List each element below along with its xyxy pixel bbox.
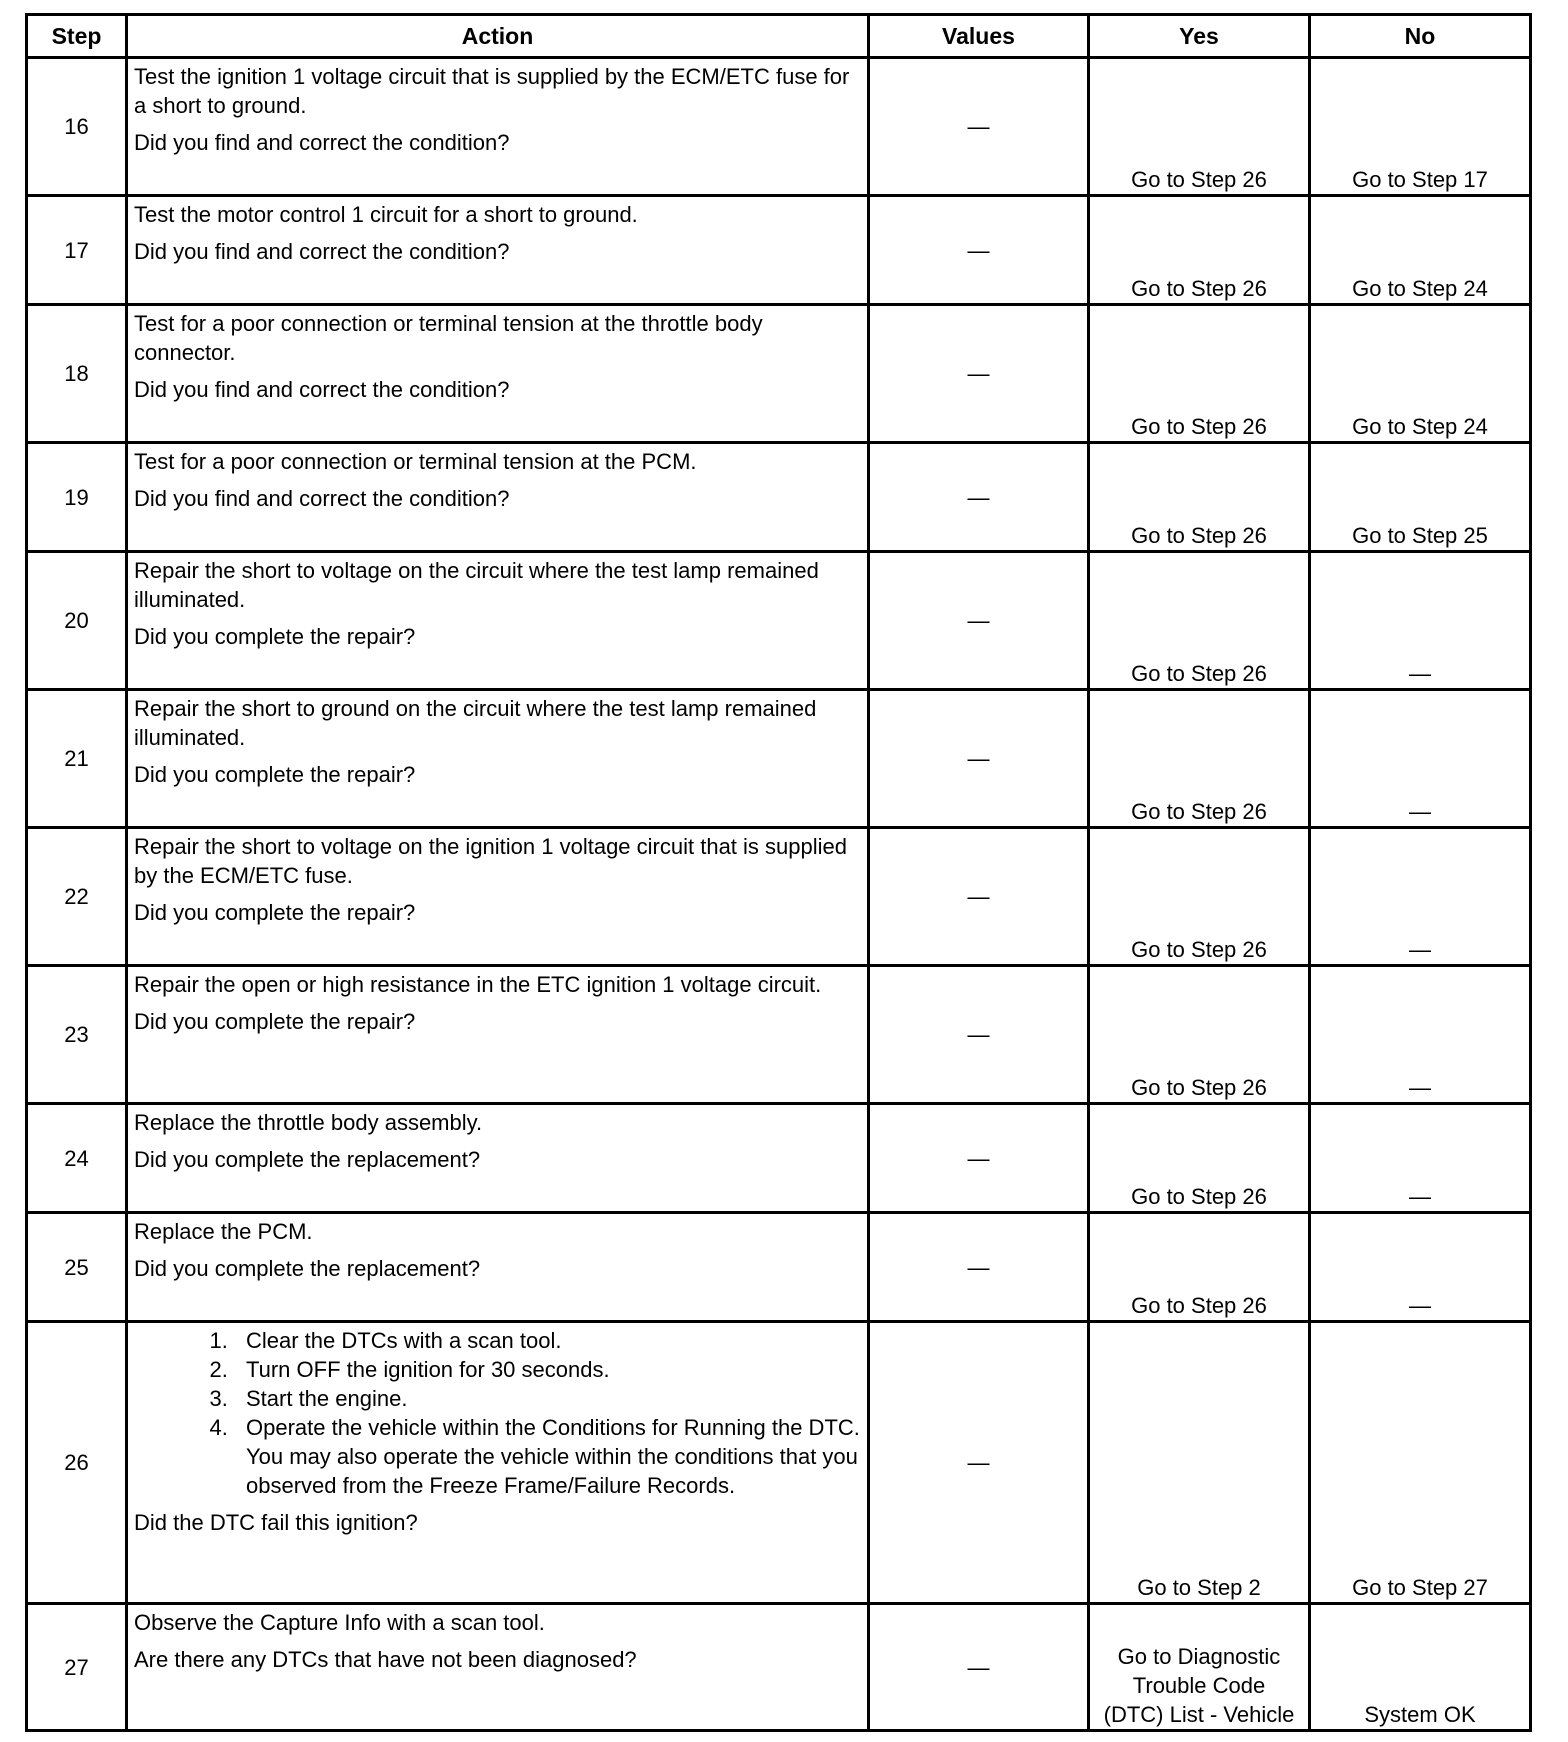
procedure-list [134,1326,862,1500]
step-number: 27 [27,1604,127,1731]
action-question: Did you find and correct the condition? [134,486,510,511]
table-row [27,58,1531,196]
values-cell: — [869,552,1089,690]
table-row [27,552,1531,690]
procedure-item: 1. Clear the DTCs with a scan tool. [234,1326,862,1355]
action-instruction: Replace the throttle body assembly. [134,1110,483,1135]
action-question: Did you complete the repair? [134,1009,416,1034]
no-cell: — [1310,966,1531,1104]
header-action: Action [127,15,869,58]
yes-link[interactable]: Go to Step 26 [1089,196,1310,305]
action-question: Are there any DTCs that have not been diagnosed? [134,1647,637,1672]
action-question: Did you find and correct the condition? [134,377,510,402]
action-instruction: Repair the short to ground on the circuit where the test lamp remained illuminated. [134,696,817,750]
action-question: Did the DTC fail this ignition? [134,1510,418,1535]
action-question: Did you complete the repair? [134,900,416,925]
procedure-item: 4. Operate the vehicle within the Conditions for Running the DTC. You may also operate the vehicle within the conditions that you observed from the Freeze Frame/Failure Records. [234,1413,862,1500]
action-instruction: Test for a poor connection or terminal tension at the PCM. [134,449,697,474]
step-number: 22 [27,828,127,966]
table-row [27,1104,1531,1213]
step-number: 23 [27,966,127,1104]
values-cell: — [869,58,1089,196]
yes-link[interactable]: Go to Step 26 [1089,828,1310,966]
header-yes: Yes [1089,15,1310,58]
step-number: 26 [27,1322,127,1604]
no-link[interactable]: Go to Step 17 [1310,58,1531,196]
action-cell [127,690,869,828]
values-cell: — [869,196,1089,305]
action-instruction: Observe the Capture Info with a scan tool. [134,1610,545,1635]
values-cell: — [869,1213,1089,1322]
no-cell: — [1310,1213,1531,1322]
action-instruction: Replace the PCM. [134,1219,313,1244]
no-cell: — [1310,690,1531,828]
values-cell: — [869,690,1089,828]
yes-link[interactable]: Go to Step 26 [1089,443,1310,552]
table-row [27,966,1531,1104]
step-number: 17 [27,196,127,305]
action-cell [127,196,869,305]
no-cell: System OK [1310,1604,1531,1731]
action-instruction: Test for a poor connection or terminal tension at the throttle body connector. [134,311,763,365]
no-cell: — [1310,552,1531,690]
values-cell: — [869,1104,1089,1213]
action-instruction: Test the ignition 1 voltage circuit that is supplied by the ECM/ETC fuse for a short to ground. [134,64,850,118]
no-link[interactable]: Go to Step 24 [1310,196,1531,305]
action-cell [127,1104,869,1213]
yes-link[interactable]: Go to Step 26 [1089,552,1310,690]
step-number: 20 [27,552,127,690]
yes-link[interactable]: Go to Diagnostic Trouble Code (DTC) List - Vehicle [1089,1604,1310,1731]
action-question: Did you complete the repair? [134,624,416,649]
step-number: 19 [27,443,127,552]
action-cell [127,1213,869,1322]
header-no: No [1310,15,1531,58]
action-question: Did you complete the repair? [134,762,416,787]
procedure-item: 2. Turn OFF the ignition for 30 seconds. [234,1355,862,1384]
no-link[interactable]: Go to Step 24 [1310,305,1531,443]
action-instruction: Test the motor control 1 circuit for a short to ground. [134,202,638,227]
action-instruction: Repair the open or high resistance in the ETC ignition 1 voltage circuit. [134,972,822,997]
action-cell [127,1604,869,1731]
yes-link[interactable]: Go to Step 2 [1089,1322,1310,1604]
header-step: Step [27,15,127,58]
action-question: Did you find and correct the condition? [134,239,510,264]
action-cell [127,552,869,690]
table-row [27,1213,1531,1322]
table-row [27,1322,1531,1604]
yes-link[interactable]: Go to Step 26 [1089,1213,1310,1322]
diagnostic-table [25,13,1532,1732]
header-row [27,15,1531,58]
action-question: Did you complete the replacement? [134,1256,481,1281]
action-cell [127,58,869,196]
action-cell [127,1322,869,1604]
step-number: 16 [27,58,127,196]
procedure-item: 3. Start the engine. [234,1384,862,1413]
yes-link[interactable]: Go to Step 26 [1089,1104,1310,1213]
action-cell [127,828,869,966]
step-number: 25 [27,1213,127,1322]
yes-link[interactable]: Go to Step 26 [1089,305,1310,443]
yes-link[interactable]: Go to Step 26 [1089,966,1310,1104]
action-instruction: Repair the short to voltage on the circuit where the test lamp remained illuminated. [134,558,819,612]
yes-link[interactable]: Go to Step 26 [1089,690,1310,828]
values-cell: — [869,443,1089,552]
table-row [27,443,1531,552]
action-cell [127,966,869,1104]
values-cell: — [869,305,1089,443]
no-cell: — [1310,1104,1531,1213]
action-cell [127,305,869,443]
no-cell: — [1310,828,1531,966]
step-number: 18 [27,305,127,443]
values-cell: — [869,966,1089,1104]
action-instruction: Repair the short to voltage on the ignition 1 voltage circuit that is supplied by the ECM/ETC fuse. [134,834,847,888]
table-row [27,1604,1531,1731]
step-number: 24 [27,1104,127,1213]
table-row [27,828,1531,966]
values-cell: — [869,1604,1089,1731]
step-number: 21 [27,690,127,828]
yes-link[interactable]: Go to Step 26 [1089,58,1310,196]
action-question: Did you complete the replacement? [134,1147,481,1172]
header-values: Values [869,15,1089,58]
table-row [27,305,1531,443]
action-cell [127,443,869,552]
no-link[interactable]: Go to Step 25 [1310,443,1531,552]
values-cell: — [869,828,1089,966]
action-question: Did you find and correct the condition? [134,130,510,155]
table-row [27,690,1531,828]
values-cell: — [869,1322,1089,1604]
table-row [27,196,1531,305]
no-link[interactable]: Go to Step 27 [1310,1322,1531,1604]
